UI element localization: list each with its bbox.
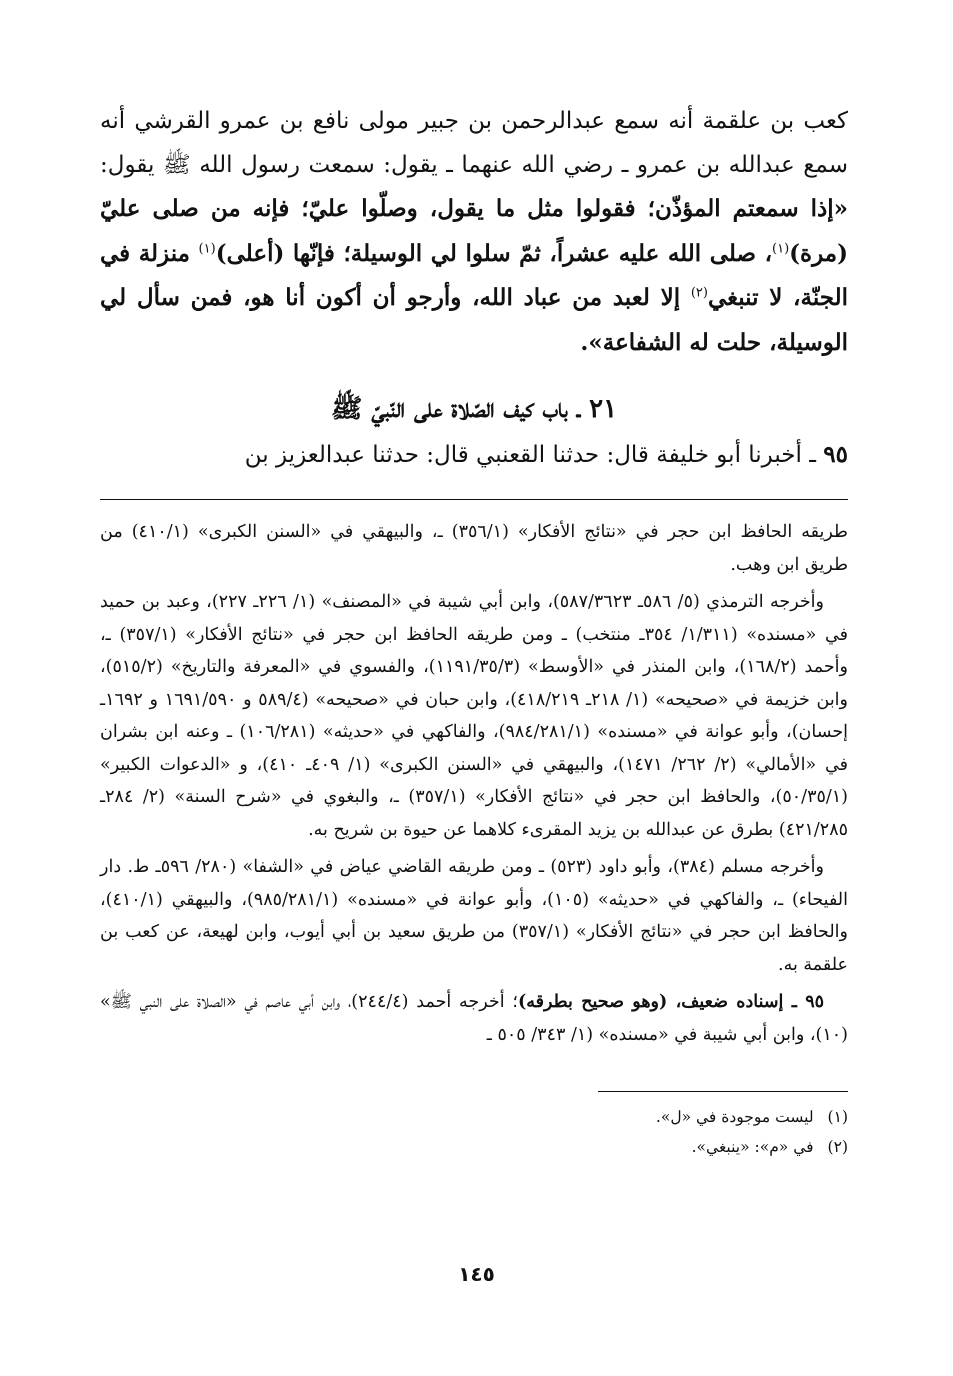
hadith-quote-part-2: ، صلى الله عليه عشراً، ثمّ سلوا لي الوسيلة؛ فإنّها (أعلى) <box>215 239 773 267</box>
footnote-1-text: ليست موجودة في «ل». <box>655 1108 814 1126</box>
main-line-2: أنه سمع عبدالله بن عمرو ـ رضي الله عنهما ـ يقول: سمعت رسول الله ﷺ <box>100 108 848 178</box>
main-text <box>100 100 848 365</box>
notes-divider <box>100 499 848 500</box>
footnote-marker-1b: (١) <box>198 240 216 256</box>
note-paragraph-4-rest: ؛ أخرجه أحمد (٢٤٤/٤)، وابن أبي عاصم في «الصلاة على النبي ﷺ» (١٠)، وابن أبي شيبة في «مسنده» (١/ ٣٤٣/ ٥٠٥ ـ <box>100 992 848 1045</box>
commentary-notes <box>100 516 848 1051</box>
footnote-2-number: (٢) <box>827 1138 848 1156</box>
footnote-2 <box>100 1132 848 1162</box>
hadith-quote-part-3: منزلة في الجنّة، لا تنبغي <box>100 239 848 311</box>
note-paragraph-4 <box>100 986 848 1051</box>
note-paragraph-3: وأخرجه مسلم (٣٨٤)، وأبو داود (٥٢٣) ـ ومن طريقه القاضي عياض في «الشفا» (٢٨٠/ ٥٩٦ـ ط. دار الفيحاء) ـ، والفاكهي في «حديثه» (١٠٥)، وأبو عوانة في «مسنده» (٩٨٥/٢٨١/١)، والبيهقي (٤١٠/١)، والحافظ ابن حجر في «نتائج الأفكار» (٣٥٧/١) من طريق سعيد بن أبي أيوب، وابن لهيعة، عن كعب بن علقمة به. <box>100 857 848 975</box>
note-hadith-number: ٩٥ <box>805 992 824 1012</box>
hadith-number: ٩٥ <box>823 441 848 468</box>
note-paragraph-1: طريقه الحافظ ابن حجر في «نتائج الأفكار» (٣٥٦/١) ـ، والبيهقي في «السنن الكبرى» (٤١٠/١) من طريق ابن وهب. <box>100 522 848 575</box>
footnote-marker-1a: (١) <box>772 240 790 256</box>
page-body <box>100 100 848 1162</box>
note-grading-strong: (وهو صحيح بطرقه) <box>517 992 668 1012</box>
footnotes-divider <box>598 1091 848 1092</box>
note-paragraph-2: وأخرجه الترمذي (٥/ ٥٨٦ـ ٥٨٧/٣٦٢٣)، وابن أبي شيبة في «المصنف» (١/ ٢٢٦ـ ٢٢٧)، وعبد بن حميد في «مسنده» (١/٣١١/ ٣٥٤ـ منتخب) ـ ومن طريقه الحافظ ابن حجر في «نتائج الأفكار» (٣٥٧/١) ـ، وأحمد (١٦٨/٢)، وابن المنذر في «الأوسط» (١١٩١/٣٥/٣)، والفسوي في «المعرفة والتاريخ» (٥١٥/٢)، وابن خزيمة في «صحيحه» (١/ ٢١٨ـ ٤١٨/٢١٩)، وابن حبان في «صحيحه» (٥٨٩/٤ و ١٦٩١/٥٩٠ و ١٦٩٢ـ إحسان)، وأبو عوانة في «مسنده» (٩٨٤/٢٨١/١)، والفاكهي في «حديثه» (١٠٦/٢٨١) ـ وعنه ابن بشران في «الأمالي» (٢/ ٢٦٢/ ١٤٧١)، والبيهقي في «السنن الكبرى» (١/ ٤٠٩ـ ٤١٠)، و «الدعوات الكبير» (٥٠/٣٥/١)، والحافظ ابن حجر في «نتائج الأفكار» (٣٥٧/١) ـ، والبغوي في «شرح السنة» (٢/ ٢٨٤ـ ٤٢١/٢٨٥) بطرق عن عبدالله بن يزيد المقرىء كلاهما عن حيوة بن شريح به. <box>100 592 848 840</box>
hadith-95 <box>100 435 848 475</box>
hadith-quote-part-4: إلا لعبد من عباد الله، وأرجو أن أكون أنا هو، فمن سأل لي الوسيلة، حلت له الشفاعة». <box>100 284 848 356</box>
note-grading: ـ إسناده ضعيف، <box>667 992 806 1012</box>
hadith-text: ـ أخبرنا أبو خليفة قال: حدثنا القعنبي قال: حدثنا عبدالعزيز بن <box>244 442 824 468</box>
hadith-quote-part-1: «إذا سمعتم المؤذّن؛ فقولوا مثل ما يقول، وصلّوا عليّ؛ فإنه من صلى عليّ (مرة) <box>100 195 848 267</box>
main-line-3a: يقول: <box>100 151 155 178</box>
main-line-1: كعب بن علقمة أنه سمع عبدالرحمن بن جبير مولى نافع بن عمرو القرشي <box>134 108 848 134</box>
footnote-1-number: (١) <box>827 1108 848 1126</box>
footnotes <box>100 1102 848 1162</box>
footnote-2-text: في «م»: «ينبغي». <box>691 1138 814 1156</box>
chapter-heading: ٢١ ـ باب كيف الصّلاة على النّبيّ ﷺ <box>330 394 618 424</box>
footnote-marker-2: (٢) <box>690 285 708 301</box>
page-number: ١٤٥ <box>458 1262 495 1286</box>
footnote-1 <box>100 1102 848 1132</box>
